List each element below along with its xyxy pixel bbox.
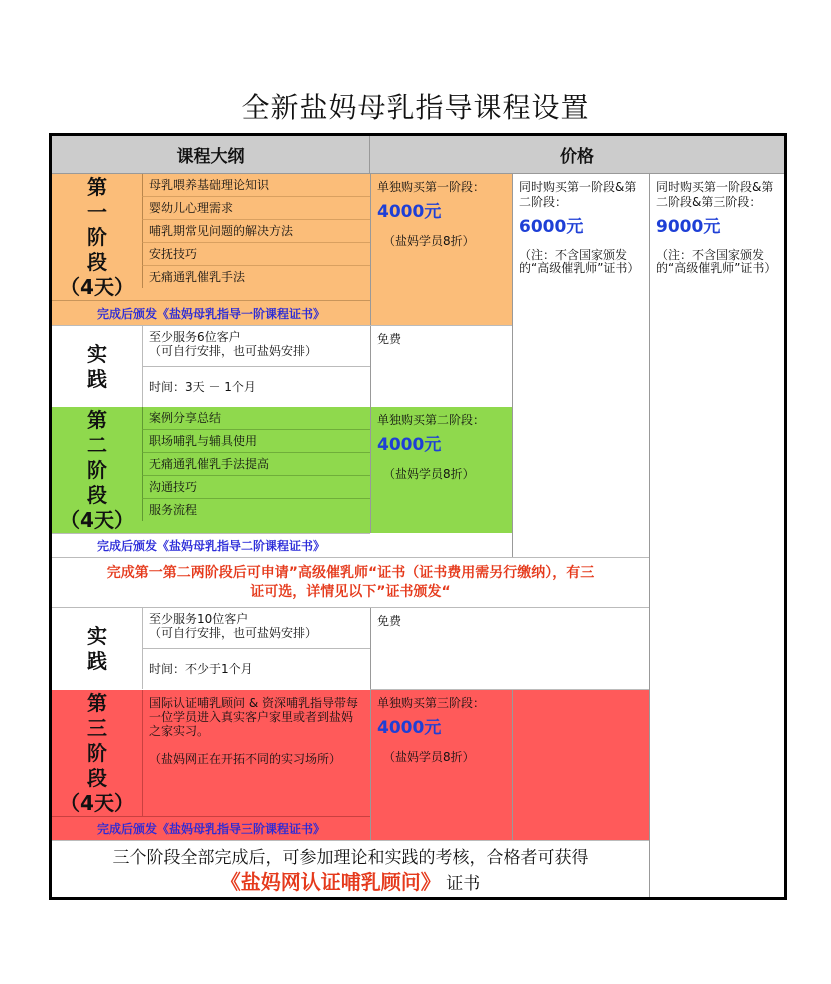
stage2-price-label: 单独购买第二阶段： (377, 413, 486, 427)
list-item: 婴幼儿心理需求 (142, 197, 370, 220)
stage2-label: 第 二 阶 段 （4天） (60, 407, 134, 532)
practice1-price: 免费 (370, 326, 512, 407)
list-item: 沟通技巧 (142, 476, 370, 499)
certificate-notice: 完成第一第二两阶段后可申请”高级催乳师“证书（证书费用需另行缴纳），有三 证可选，详情见以下”证书颁发“ (52, 557, 649, 608)
course-table (49, 133, 787, 900)
stage3-price: 4000元 (377, 718, 442, 738)
list-item: 无痛通乳催乳手法提高 (142, 453, 370, 476)
header-price: 价格 (370, 136, 784, 174)
stage1-price-cell (370, 174, 512, 325)
combo12-note: （注：不含国家颁发的“高级催乳师”证书） (519, 248, 640, 275)
practice2-price: 免费 (370, 608, 512, 689)
stage2-price-cell (370, 407, 512, 533)
list-item: 哺乳期常见问题的解决方法 (142, 220, 370, 243)
stage3-desc2: （盐妈网正在开拓不同的实习场所） (149, 752, 342, 766)
final-suffix: 证书 (446, 874, 481, 894)
practice1-time: 时间：3天 － 1个月 (142, 367, 370, 407)
header-outline: 课程大纲 (52, 136, 370, 174)
stage3-price-cell (370, 690, 649, 840)
practice2-label: 实 践 (87, 623, 107, 673)
stage1-block (52, 174, 370, 325)
stage3-block (52, 690, 370, 840)
list-item: 安抚技巧 (142, 243, 370, 266)
list-item: 母乳喂养基础理论知识 (142, 174, 370, 197)
combo12-price: 6000元 (519, 217, 584, 237)
stage2-price: 4000元 (377, 435, 442, 455)
practice1-label: 实 践 (87, 341, 107, 391)
list-item: 无痛通乳催乳手法 (142, 266, 370, 288)
practice2-time: 时间：不少于1个月 (142, 649, 370, 689)
list-item: 案例分享总结 (142, 407, 370, 430)
practice1-block (52, 325, 512, 407)
stage3-desc: 国际认证哺乳顾问 & 资深哺乳指导带每一位学员进入真实客户家里或者到盐妈之家实习。 (149, 696, 358, 738)
stage2-items (142, 407, 370, 533)
stage2-cert-filler (370, 533, 512, 557)
practice2-requirement: 至少服务10位客户 （可自行安排，也可盐妈安排） (142, 608, 370, 649)
combo123-label: 同时购买第一阶段&第二阶段&第三阶段： (656, 180, 774, 209)
stage1-price: 4000元 (377, 202, 442, 222)
combo123-cell (649, 174, 784, 897)
stage3-description (142, 690, 370, 816)
practice1-requirement: 至少服务6位客户 （可自行安排，也可盐妈安排） (142, 326, 370, 367)
stage2-block (52, 407, 370, 557)
combo12-cell (512, 174, 649, 557)
stage3-label: 第 三 阶 段 （4天） (60, 690, 134, 815)
divider (512, 690, 513, 840)
list-item: 服务流程 (142, 499, 370, 521)
stage2-cert: 完成后颁发《盐妈母乳指导二阶课程证书》 (52, 533, 370, 557)
combo123-price: 9000元 (656, 217, 721, 237)
stage3-discount: （盐妈学员8折） (383, 750, 475, 764)
stage1-items (142, 174, 370, 300)
stage3-cert: 完成后颁发《盐妈母乳指导三阶课程证书》 (52, 816, 370, 840)
list-item: 职场哺乳与辅具使用 (142, 430, 370, 453)
stage1-label: 第 一 阶 段 （4天） (60, 174, 134, 299)
final-statement (52, 840, 649, 897)
stage1-price-label: 单独购买第一阶段： (377, 180, 486, 194)
combo123-note: （注：不含国家颁发的“高级催乳师”证书） (656, 248, 777, 275)
stage1-cert: 完成后颁发《盐妈母乳指导一阶课程证书》 (52, 300, 370, 325)
stage2-discount: （盐妈学员8折） (383, 467, 475, 481)
final-highlight: 《盐妈网认证哺乳顾问》 (220, 870, 441, 894)
final-line1: 三个阶段全部完成后，可参加理论和实践的考核，合格者可获得 (112, 848, 589, 868)
practice2-block (52, 608, 649, 690)
stage1-discount: （盐妈学员8折） (383, 234, 475, 248)
combo12-label: 同时购买第一阶段&第二阶段： (519, 180, 637, 209)
page-title: 全新盐妈母乳指导课程设置 (241, 91, 590, 124)
stage3-price-label: 单独购买第三阶段： (377, 696, 486, 710)
